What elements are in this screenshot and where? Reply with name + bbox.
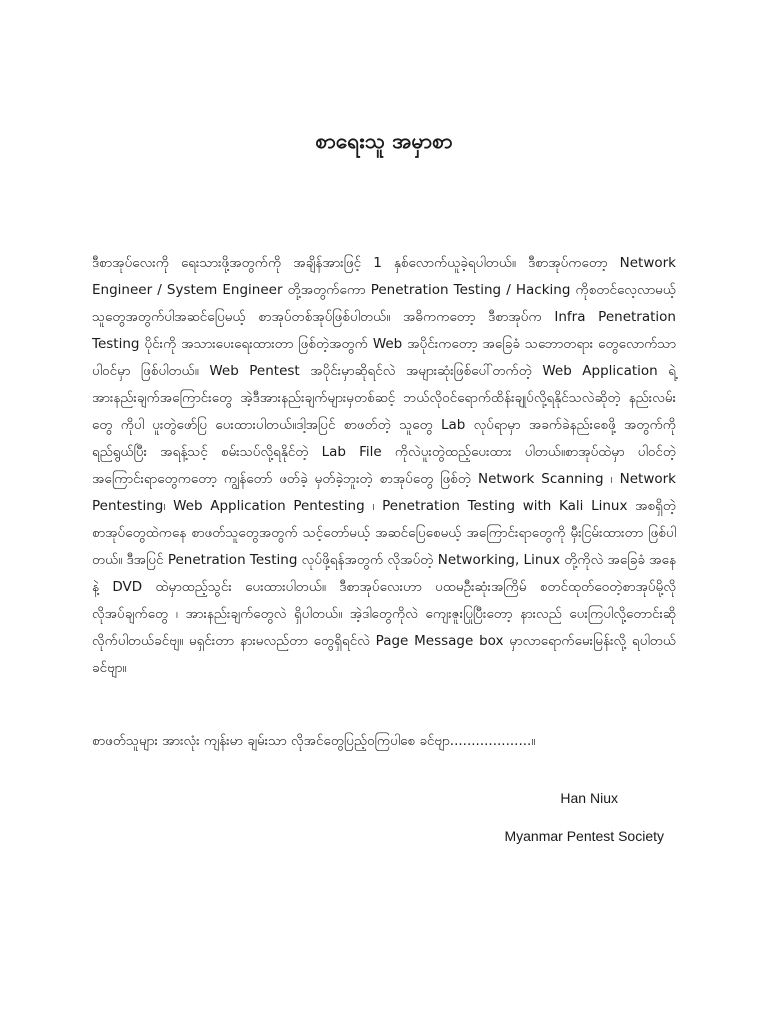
author-name: Han Niux (560, 790, 618, 806)
closing-line: စာဖတ်သူများ အားလုံး ကျန်းမာ ချမ်းသာ လိုအင်တွေပြည့်ဝကြပါစေ ခင်ဗျာ...................။ (92, 733, 536, 749)
preface-paragraph: ဒီစာအုပ်လေးကို ရေးသားဖို့အတွက်ကို အချိန်အားဖြင့် 1 နှစ်လောက်ယူခဲ့ရပါတယ်။ ဒီစာအုပ်ကတော့ Network Engineer / System Engineer တို့အတွက်ကော Penetration Testing / Hacking ကိုစတင်လေ့လာမယ့် သူတွေအတွက်ပါအဆင်ပြေမယ့် စာအုပ်တစ်အုပ်ဖြစ်ပါတယ်။ အဓိကကတော့ ဒီစာအုပ်က Infra Penetration Testing ပိုင်းကို အသားပေးရေးထားတာ ဖြစ်တဲ့အတွက် Web အပိုင်းကတော့ အခြေခံ သဘောတရား တွေလောက်သာ ပါဝင်မှာ ဖြစ်ပါတယ်။ Web Pentest အပိုင်းမှာဆိုရင်လဲ အများဆုံးဖြစ်ပေါ်တက်တဲ့ Web Application ရဲ့အားနည်းချက်အကြောင်းတွေ အဲ့ဒီအားနည်းချက်များမှတစ်ဆင့် ဘယ်လိုဝင်ရောက်ထိန်းချုပ်လို့ရနိုင်သလဲဆိုတဲ့ နည်းလမ်းတွေ ကိုပါ ပူးတွဲဖော်ပြ ပေးထားပါတယ်။ဒါ့အပြင် စာဖတ်တဲ့ သူတွေ Lab လုပ်ရာမှာ အခက်ခဲနည်းစေဖို့ အတွက်ကိုရည်ရွယ်ပြီး အရန့်သင့် စမ်းသပ်လို့ရနိုင်တဲ့ Lab File ကိုလဲပူးတွဲထည့်ပေးထား ပါတယ်။စာအုပ်ထဲမှာ ပါဝင်တဲ့အကြောင်းရာတွေကတော့ ကျွန်တော် ဖတ်ခဲ့ မှတ်ခဲ့ဘူးတဲ့ စာအုပ်တွေ ဖြစ်တဲ့ Network Scanning ၊ Network Pentesting၊ Web Application Pentesting ၊ Penetration Testing with Kali Linux အစရှိတဲ့ စာအုပ်တွေထဲကနေ စာဖတ်သူတွေအတွက် သင့်တော်မယ့် အဆင်ပြေစေမယ့် အကြောင်းရာတွေကို မှီးငြမ်းထားတာ ဖြစ်ပါတယ်။ ဒီအပြင် Penetration Testing လုပ်ဖို့ရန်အတွက် လိုအပ်တဲ့ Networking, Linux တို့ကိုလဲ အခြေခံ အနေနဲ့ DVD ထဲမှာထည့်သွင်း ပေးထားပါတယ်။ ဒီစာအုပ်လေးဟာ ပထမဦးဆုံးအကြိမ် စတင်ထုတ်ဝေတဲ့စာအုပ်မို့လို လိုအပ်ချက်တွေ ၊ အားနည်းချက်တွေလဲ ရှိပါတယ်။ အဲ့ဒါတွေကိုလဲ ကျေးဇူးပြုပြီးတော့ နားလည် ပေးကြပါလို့တောင်းဆိုလိုက်ပါတယ်ခင်ဗျ။ မရှင်းတာ နားမလည်တာ တွေရှိရင်လဲ Page Message box မှာလာရောက်မေးမြန်းလို့ ရပါတယ် ခင်ဗျာ။ (92, 255, 676, 676)
organization-name: Myanmar Pentest Society (504, 828, 664, 844)
page-title: စာရေးသူ အမှာစာ (315, 129, 453, 153)
